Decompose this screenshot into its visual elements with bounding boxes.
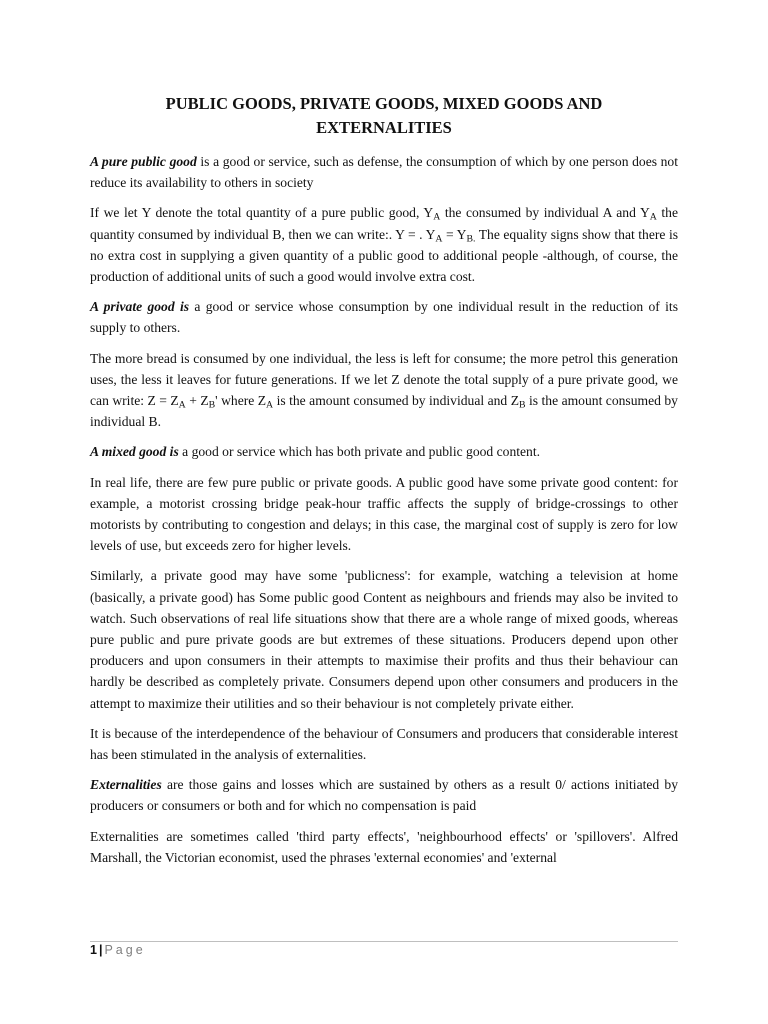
title-line-2: EXTERNALITIES xyxy=(316,118,452,137)
title-line-1: PUBLIC GOODS, PRIVATE GOODS, MIXED GOODS AND xyxy=(165,94,603,113)
term-mixed-good: A mixed good is xyxy=(90,444,179,460)
text-run: = Y xyxy=(442,226,467,242)
paragraph-externalities-definition xyxy=(90,774,678,816)
text-run: The more bread is consumed by one individual, the less is left for consume; the more petrol this generation uses, the less it leaves for future generations. If we let Z denote the total supply of a pure private good, we can write: Z = Z xyxy=(90,350,678,409)
paragraph-pure-public-good xyxy=(90,151,678,193)
text-run: is the amount consumed by individual B. xyxy=(90,393,678,430)
paragraph-text: is a good or service, such as defense, the consumption of which by one person does not reduce its availability to others in society xyxy=(90,154,679,191)
text-run: the quantity consumed by individual B, then we can write:. Y = . Y xyxy=(90,205,678,242)
page-number: 1 xyxy=(90,943,97,957)
footer-divider xyxy=(90,941,678,942)
paragraph-text: a good or service whose consumption by one individual result in the reduction of its supply to others. xyxy=(90,299,678,336)
text-run: is the amount consumed by individual and Z xyxy=(273,393,519,409)
page-title xyxy=(90,92,678,140)
paragraph-externalities-names: Externalities are sometimes called 'third party effects', 'neighbourhood effects' or 'spillovers'. Alfred Marshall, the Victorian economist, used the phrases 'external economies' and 'external xyxy=(90,828,678,865)
text-run: ' where Z xyxy=(215,393,267,409)
text-run: The equality signs show that there is no extra cost in supplying a given quantity of a public good to additional people -although, of course, the production of additional units of such a good would involve extra cost. xyxy=(90,226,679,285)
text-run: If we let Y denote the total quantity of a pure public good, Y xyxy=(90,205,434,221)
subscript: B xyxy=(208,399,216,411)
paragraph-mixed-good xyxy=(90,441,678,462)
document-body xyxy=(90,92,678,877)
subscript: B xyxy=(519,399,526,411)
text-run: the consumed by individual A and Y xyxy=(440,205,650,221)
subscript: A xyxy=(433,211,441,223)
subscript: A xyxy=(266,399,274,411)
page-label: Page xyxy=(104,943,146,957)
paragraph-publicness: Similarly, a private good may have some 'publicness': for example, watching a television at home (basically, a private good) has Some public good Content as neighbours and friends may also be invited to watch. Such observations of real life situations show that there are a whole range of mixed goods, whereas pure public and pure private goods are but extremes of these situations. Producers depend upon other producers and upon consumers in their attempts to maximise their profits and thus their behaviour can hardly be described as completely private. Consumers depend upon other consumers and producers in the attempt to maximize their utilities and so their behaviour is not completely private either. xyxy=(90,568,678,711)
subscript: A xyxy=(649,211,657,223)
paragraph-text: a good or service which has both private and public good content. xyxy=(178,444,541,460)
paragraph-real-life: In real life, there are few pure public or private goods. A public good have some private good content: for example, a motorist crossing bridge peak-hour traffic affects the supply of bridge-crossings to other motorists by contributing to congestion and delays; in this case, the marginal cost of supply is zero for low levels of use, but exceeds zero for higher levels. xyxy=(90,474,678,554)
paragraph-private-good-equation xyxy=(90,348,678,433)
footer-separator: | xyxy=(98,943,103,957)
paragraph-text: are those gains and losses which are sustained by others as a result 0/ actions initiated by producers or consumers or both and for which no compensation is paid xyxy=(90,777,678,814)
subscript: A xyxy=(435,233,443,245)
subscript: B. xyxy=(466,233,476,245)
page-footer xyxy=(90,943,146,957)
term-pure-public-good: A pure public good xyxy=(90,154,197,169)
term-externalities: Externalities xyxy=(90,777,162,793)
text-run: + Z xyxy=(185,393,209,409)
paragraph-private-good xyxy=(90,296,678,338)
subscript: A xyxy=(178,399,186,411)
term-private-good: A private good is xyxy=(90,299,190,315)
paragraph-public-good-equation xyxy=(90,202,678,287)
paragraph-interdependence: It is because of the interdependence of the behaviour of Consumers and producers that considerable interest has been stimulated in the analysis of externalities. xyxy=(90,725,678,763)
